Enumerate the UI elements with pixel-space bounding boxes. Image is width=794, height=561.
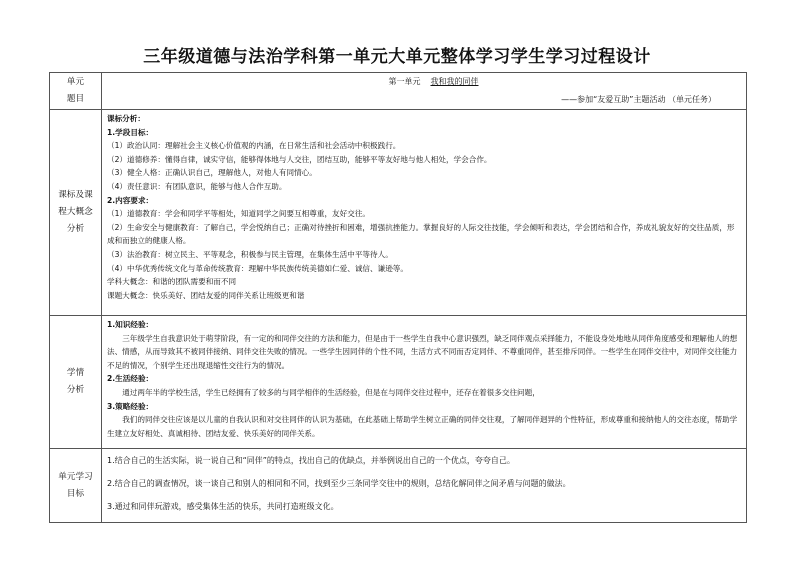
curriculum-line: 2.内容要求：: [107, 195, 154, 205]
label-curriculum: [50, 110, 102, 316]
curriculum-line: 课题大概念：快乐美好、团结友爱的同伴关系让班级更和谐: [107, 290, 305, 300]
goal-item: 2.结合自己的调查情况，谈一谈自己和别人的相同和不同，找到至少三条同学交往中的规则，总结化解同伴之间矛盾与问题的做法。: [107, 478, 571, 488]
design-table: [49, 72, 747, 523]
curriculum-line: （3）法治教育：树立民主、平等观念，积极参与民主管理，在集体生活中平等待人。: [107, 249, 393, 259]
goals-content: [102, 449, 747, 523]
goal-item: 1.结合自己的生活实际，说一说自己和“同伴”的特点，找出自己的优缺点，并举例说出自己的一个优点，夸夸自己。: [107, 456, 515, 465]
situation-paragraph-2: 通过两年半的学校生活，学生已经拥有了较多的与同学相伴的生活经验，但是在与同伴交往过程中，还存在着很多交往问题，: [122, 387, 540, 397]
curriculum-line: （3）健全人格：正确认识自己，理解他人，对他人有同情心。: [107, 168, 317, 178]
goal-item: 3.通过和同伴玩游戏，感受集体生活的快乐，共同打造班级文化。: [107, 501, 339, 511]
label-line: 课标及课: [58, 190, 93, 200]
label-situation: [50, 316, 102, 449]
unit-content: [102, 73, 747, 110]
situation-content: [102, 316, 747, 449]
curriculum-line: （4）责任意识：有团队意识，能够与他人合作互助。: [107, 181, 287, 191]
curriculum-line: 1.学段目标：: [107, 127, 154, 137]
document-title: 三年级道德与法治学科第一单元大单元整体学习学生学习过程设计: [143, 47, 651, 67]
curriculum-line: 课标分析：: [107, 114, 145, 123]
unit-number: 第一单元: [388, 77, 421, 86]
label-line: 单元: [66, 77, 85, 87]
label-line: 题目: [66, 94, 85, 104]
label-line: 分析: [66, 224, 85, 234]
label-line: 分析: [66, 385, 85, 395]
curriculum-line: （4）中华优秀传统文化与革命传统教育：理解中华民族传统美德如仁爱、诚信、谦逊等。: [107, 263, 408, 273]
situation-paragraph-3: 我们的同伴交往应该是以儿童的自我认识和对交往同伴的认识为基础，在此基础上帮助学生树立正确的同伴交往观，了解同伴迥异的个性特征，形成尊重和接纳他人的交往态度，帮助学生建立友好相处、真诚相待、团结友爱、快乐美好的同伴关系。: [107, 415, 738, 438]
table-row-goals: [50, 449, 747, 523]
unit-name: 我和我的同伴: [430, 77, 479, 86]
situation-heading-2: 2.生活经验：: [107, 374, 154, 384]
situation-heading-1: 1.知识经验：: [107, 320, 154, 329]
label-line: 单元学习: [58, 471, 93, 482]
table-row-situation: [50, 316, 747, 449]
situation-heading-3: 3.策略经验：: [107, 401, 154, 411]
unit-subtitle: ——参加“友爱互助”主题活动 （单元任务）: [561, 95, 716, 104]
curriculum-line: （1）政治认同：理解社会主义核心价值观的内涵，在日常生活和社会活动中积极践行。: [107, 141, 401, 151]
situation-paragraph-1: 三年级学生自我意识处于萌芽阶段，有一定的和同伴交往的方法和能力，但是由于一些学生自我中心意识强烈，缺乏同伴观点采择能力，不能设身处地地从同伴角度感受和理解他人的想法、情感，从而导致其不被同伴接纳、同伴交往失败的情况。一些学生因同伴的个性不同，生活方式不同而否定同伴、不尊重同伴，甚至排斥同伴。一些学生在同伴交往中，对同伴交往能力不足的情况，个别学生还出现退缩性交往行为的情况。: [107, 333, 738, 370]
table-row-unit: [50, 73, 747, 110]
curriculum-lines: [102, 110, 746, 304]
label-unit: [50, 73, 102, 110]
curriculum-line: （2）生命安全与健康教育：了解自己，学会悦纳自己；正确对待挫折和困难，增强抗挫能力。掌握良好的人际交往技能，学会倾听和表达，学会团结和合作，养成礼貌友好的交往品质，形成和而独立的健康人格。: [107, 222, 735, 246]
label-line: 学情: [66, 368, 85, 378]
label-goals: [50, 449, 102, 523]
curriculum-line: （2）道德修养：懂得自律，诚实守信，能够得体地与人交往，团结互助，能够平等友好地与他人相处，学会合作。: [107, 154, 492, 164]
curriculum-line: 学科大概念：和谐的团队需要和而不同: [107, 277, 237, 287]
table-row-curriculum: [50, 110, 747, 316]
curriculum-line: （1）道德教育：学会和同学平等相处，知道同学之间要互相尊重，友好交往。: [107, 209, 371, 219]
curriculum-content: [102, 110, 747, 316]
label-line: 程大概念: [58, 207, 93, 217]
label-line: 目标: [66, 488, 85, 499]
